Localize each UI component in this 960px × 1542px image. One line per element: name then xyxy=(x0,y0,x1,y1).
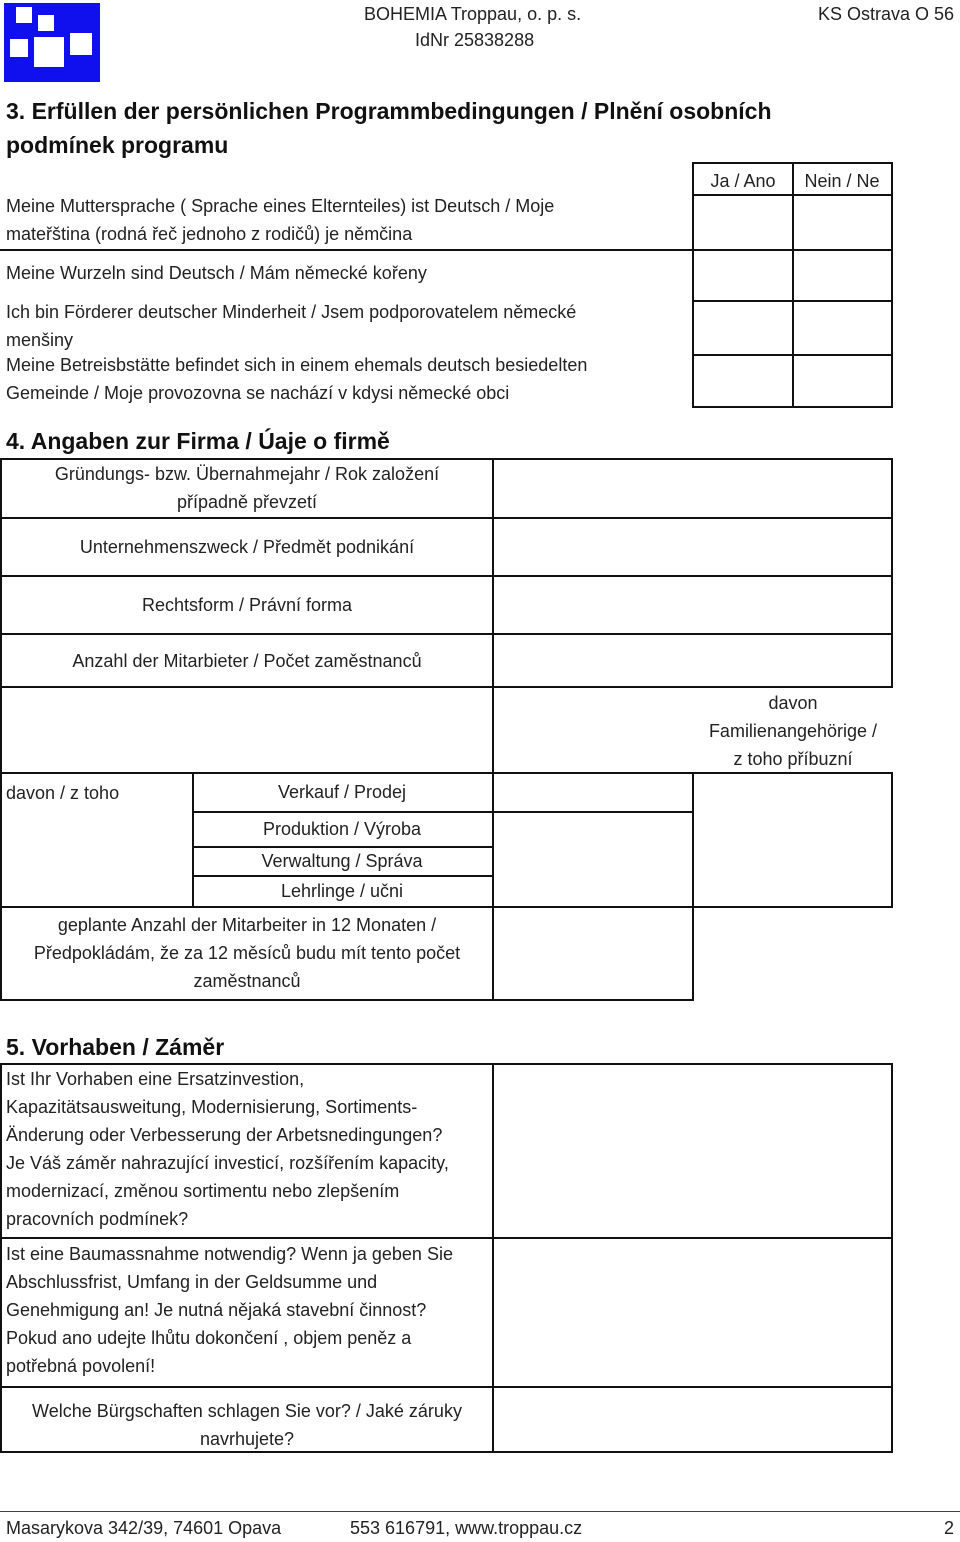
section4-title: 4. Angaben zur Firma / Úaje o firmě xyxy=(6,428,390,454)
condition-3-yes-checkbox[interactable] xyxy=(694,302,792,354)
condition-1-no-checkbox[interactable] xyxy=(794,196,891,249)
condition-2-yes-checkbox[interactable] xyxy=(694,251,792,300)
column-yes-header: Ja / Ano xyxy=(710,171,776,191)
planned-employees-input[interactable] xyxy=(494,908,692,999)
business-purpose-label: Unternehmenszweck / Předmět podnikání xyxy=(79,537,415,557)
planned-employees-label-line3: zaměstnanců xyxy=(193,971,301,991)
family-members-label-line3: z toho příbuzní xyxy=(733,749,853,769)
investment-type-question-line2: Kapazitätsausweitung, Modernisierung, Sortiments- xyxy=(6,1097,418,1117)
footer-address: Masarykova 342/39, 74601 Opava xyxy=(6,1518,282,1538)
construction-question-line4: Pokud ano udejte lhůtu dokončení , objem peněz a xyxy=(6,1328,412,1348)
guarantees-question-line1: Welche Bürgschaften schlagen Sie vor? / Jaké záruky xyxy=(32,1401,462,1421)
organization-logo xyxy=(4,3,100,82)
sales-label: Verkauf / Prodej xyxy=(277,782,407,802)
employee-count-label: Anzahl der Mitarbieter / Počet zaměstnanců xyxy=(72,651,422,671)
condition-1-yes-checkbox[interactable] xyxy=(694,196,792,249)
condition-4-line2: Gemeinde / Moje provozovna se nachází v kdysi německé obci xyxy=(6,383,510,403)
founding-year-label-line1: Gründungs- bzw. Übernahmejahr / Rok založení xyxy=(54,464,440,484)
header-idnr: IdNr 25838288 xyxy=(415,30,535,50)
employee-count-input[interactable] xyxy=(494,635,891,686)
construction-question-line3: Genehmigung an! Je nutná nějaká stavební činnost? xyxy=(6,1300,427,1320)
family-members-label-line1: davon xyxy=(768,693,818,713)
business-purpose-input[interactable] xyxy=(494,519,891,575)
of-which-label: davon / z toho xyxy=(6,783,120,803)
guarantees-answer[interactable] xyxy=(494,1388,891,1451)
administration-label: Verwaltung / Správa xyxy=(261,851,423,871)
condition-2-line1: Meine Wurzeln sind Deutsch / Mám německé kořeny xyxy=(6,263,427,283)
legal-form-input[interactable] xyxy=(494,577,891,633)
guarantees-question-line2: navrhujete? xyxy=(199,1429,295,1449)
section3-title-line1: 3. Erfüllen der persönlichen Programmbedingungen / Plnění osobních xyxy=(6,98,772,124)
footer-page-number: 2 xyxy=(944,1518,955,1538)
family-members-count-input[interactable] xyxy=(694,774,891,906)
legal-form-label: Rechtsform / Právní forma xyxy=(141,595,353,615)
header-doc-code: KS Ostrava O 56 xyxy=(818,4,955,24)
construction-question-line5: potřebná povolení! xyxy=(6,1356,156,1376)
production-label: Produktion / Výroba xyxy=(262,819,422,839)
condition-3-no-checkbox[interactable] xyxy=(794,302,891,354)
construction-question-line2: Abschlussfrist, Umfang in der Geldsumme und xyxy=(6,1272,378,1292)
section3-title-line2: podmínek programu xyxy=(6,132,229,158)
investment-type-question-line3: Änderung oder Verbesserung der Arbetsnedingungen? xyxy=(6,1125,443,1145)
condition-4-line1: Meine Betreisbstätte befindet sich in einem ehemals deutsch besiedelten xyxy=(6,355,588,375)
column-no-header: Nein / Ne xyxy=(804,171,880,191)
family-members-label-line2: Familienangehörige / xyxy=(708,721,878,741)
condition-4-no-checkbox[interactable] xyxy=(794,356,891,406)
condition-3-line2: menšiny xyxy=(6,330,74,350)
planned-employees-label-line2: Předpokládám, že za 12 měsíců budu mít tento počet xyxy=(33,943,461,963)
condition-3-line1: Ich bin Förderer deutscher Minderheit / Jsem podporovatelem německé xyxy=(6,302,577,322)
investment-type-question-line5: modernizací, změnou sortimentu nebo zlepšením xyxy=(6,1181,400,1201)
header-org-name: BOHEMIA Troppau, o. p. s. xyxy=(364,4,582,24)
investment-type-answer[interactable] xyxy=(494,1065,891,1237)
sales-count-input[interactable] xyxy=(494,774,692,811)
condition-1-line2: mateřština (rodná řeč jednoho z rodičů) je němčina xyxy=(6,224,413,244)
construction-question-line1: Ist eine Baumassnahme notwendig? Wenn ja geben Sie xyxy=(6,1244,453,1264)
footer-contact: 553 616791, www.troppau.cz xyxy=(350,1518,583,1538)
condition-4-yes-checkbox[interactable] xyxy=(694,356,792,406)
condition-1-line1: Meine Muttersprache ( Sprache eines Elternteiles) ist Deutsch / Moje xyxy=(6,196,555,216)
apprentices-label: Lehrlinge / učni xyxy=(280,881,404,901)
planned-employees-label-line1: geplante Anzahl der Mitarbeiter in 12 Monaten / xyxy=(57,915,437,935)
investment-type-question-line1: Ist Ihr Vorhaben eine Ersatzinvestion, xyxy=(6,1069,305,1089)
investment-type-question-line4: Je Váš záměr nahrazující investicí, rozšířením kapacity, xyxy=(6,1153,449,1173)
condition-2-no-checkbox[interactable] xyxy=(794,251,891,300)
section5-title: 5. Vorhaben / Záměr xyxy=(6,1034,225,1060)
investment-type-question-line6: pracovních podmínek? xyxy=(6,1209,189,1229)
founding-year-input[interactable] xyxy=(494,460,891,517)
founding-year-label-line2: případně převzetí xyxy=(176,492,318,512)
construction-answer[interactable] xyxy=(494,1239,891,1386)
